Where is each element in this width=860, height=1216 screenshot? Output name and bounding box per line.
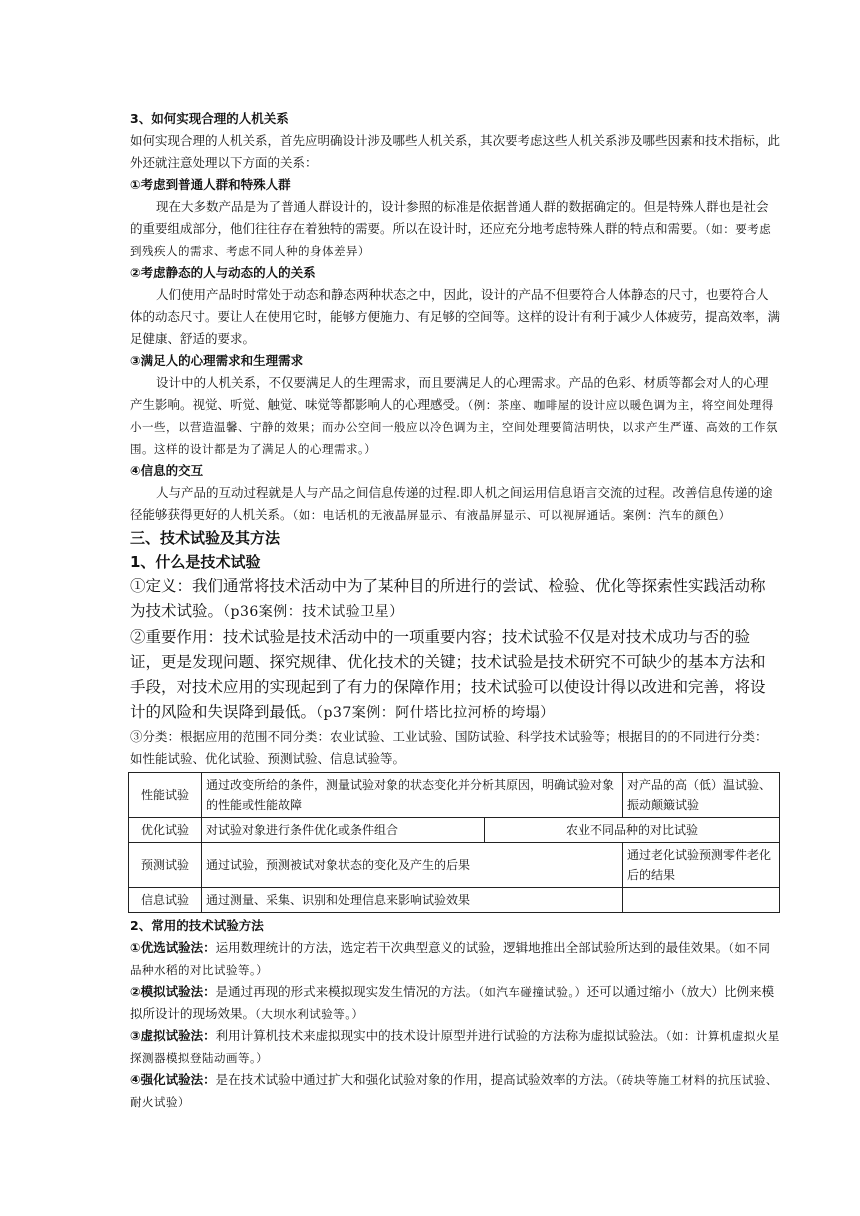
test-types-table <box>128 772 780 913</box>
table-row <box>129 843 780 888</box>
importance-note: （p37案例：阿什塔比拉河桥的垮塌） <box>316 705 555 721</box>
table-cell-example: 对产品的高（低）温试验、振动颠簸试验 <box>623 773 780 818</box>
method-note: （如：计算机虚拟火星探测器模拟登陆动画等。） <box>130 1029 780 1065</box>
item-title: ④信息的交互 <box>130 463 204 478</box>
document-page <box>130 108 780 1113</box>
item-note: （例：茶座、咖啡屋的设计应以暖色调为主，将空间处理得小一些，以营造温馨、宁静的效果；而办公空间一般应以冷色调为主，空间处理要简洁明快，以求产生严谨、高效的工作氛围。这样的设计都是为了满足人的心理需求。） <box>130 398 778 456</box>
table-cell-label: 信息试验 <box>129 888 202 913</box>
method-item: ④强化试验法：是在技术试验中通过扩大和强化试验对象的作用，提高试验效率的方法。（砖块等施工材料的抗压试验、耐火试验） <box>130 1072 778 1109</box>
item-body: 人们使用产品时时常处于动态和静态两种状态之中，因此，设计的产品不但要符合人体静态的尺寸，也要符合人体的动态尺寸。要让人在使用它时，能够方便施力、有足够的空间等。这样的设计有利于减少人体疲劳，提高效率，满足健康、舒适的要求。 <box>130 287 781 346</box>
item-title: ③满足人的心理需求和生理需求 <box>130 353 304 368</box>
item-title: ①考虑到普通人群和特殊人群 <box>130 177 291 192</box>
table-row <box>129 888 780 913</box>
classification-paragraph: ③分类：根据应用的范围不同分类：农业试验、工业试验、国防试验、科学技术试验等；根据目的的不同进行分类：如性能试验、优化试验、预测试验、信息试验等。 <box>130 729 768 766</box>
table-cell-label: 性能试验 <box>129 773 202 818</box>
importance-paragraph: ②重要作用：技术试验是技术活动中的一项重要内容；技术试验不仅是对技术成功与否的验证，更是发现问题、探究规律、优化技术的关键；技术试验是技术研究不可缺少的基本方法和手段，对技术应用的实现起到了有力的保障作用；技术试验可以使设计得以改进和完善，将设计的风险和失误降到最低。（p37案例：阿什塔比拉河桥的垮塌） <box>130 628 766 721</box>
method-note: （砖块等施工材料的抗压试验、耐火试验） <box>130 1073 778 1109</box>
table-row <box>129 773 780 818</box>
table-cell-desc: 通过测量、采集、识别和处理信息来影响试验效果 <box>202 888 623 913</box>
item-body: 人与产品的互动过程就是人与产品之间信息传递的过程.即人机之间运用信息语言交流的过程。改善信息传递的途径能够获得更好的人机关系。（如：电话机的无液晶屏显示、有液晶屏显示、可以视屏通话。案例：汽车的颜色） <box>130 485 773 522</box>
table-cell-label: 预测试验 <box>129 843 202 888</box>
definition-paragraph: ①定义：我们通常将技术活动中为了某种目的所进行的尝试、检验、优化等探索性实践活动称为技术试验。（p36案例：技术试验卫星） <box>130 577 766 620</box>
table-row <box>129 818 780 843</box>
item-body: 现在大多数产品是为了普通人群设计的，设计参照的标准是依据普通人群的数据确定的。但是特殊人群也是社会的重要组成部分，他们往往存在着独特的需要。所以在设计时，还应充分地考虑特殊人群的特点和需要。（如：要考虑到残疾人的需求、考虑不同人种的身体差异） <box>130 199 772 258</box>
subsection-heading: 1、什么是技术试验 <box>130 553 261 571</box>
item-note: （如：要考虑到残疾人的需求、考虑不同人种的身体差异） <box>130 222 772 258</box>
table-cell-example <box>623 888 780 913</box>
table-cell-example: 通过老化试验预测零件老化后的结果 <box>623 843 780 888</box>
method-item: ③虚拟试验法：利用计算机技术来虚拟现实中的技术设计原型并进行试验的方法称为虚拟试验法。（如：计算机虚拟火星探测器模拟登陆动画等。） <box>130 1028 780 1065</box>
subsection-heading: 2、常用的技术试验方法 <box>130 918 264 933</box>
section-intro: 如何实现合理的人机关系，首先应明确设计涉及哪些人机关系，其次要考虑这些人机关系涉及哪些因素和技术指标，此外还就注意处理以下方面的关系： <box>130 133 781 170</box>
method-note: （如不同品种水稻的对比试验等。） <box>130 941 771 977</box>
method-note: （大坝水利试验等。） <box>255 1007 364 1021</box>
table-cell-desc: 通过试验，预测被试对象状态的变化及产生的后果 <box>202 843 623 888</box>
table-cell-desc: 通过改变所给的条件，测量试验对象的状态变化并分析其原因，明确试验对象的性能或性能故障 <box>202 773 623 818</box>
definition-note: （p36案例：技术试验卫星） <box>223 604 404 620</box>
method-item: ②模拟试验法：是通过再现的形式来模拟现实发生情况的方法。（如汽车碰撞试验。）还可以通过缩小（放大）比例来模拟所设计的现场效果。（大坝水利试验等。） <box>130 984 775 1021</box>
table-cell-label: 优化试验 <box>129 818 202 843</box>
item-title: ②考虑静态的人与动态的人的关系 <box>130 265 316 280</box>
table-cell-desc: 对试验对象进行条件优化或条件组合 <box>202 818 485 843</box>
item-note: （如：电话机的无液晶屏显示、有液晶屏显示、可以视屏通话。案例：汽车的颜色） <box>292 508 731 522</box>
table-cell-example: 农业不同品种的对比试验 <box>485 818 780 843</box>
method-item: ①优选试验法：运用数理统计的方法，选定若干次典型意义的试验，逻辑地推出全部试验所达到的最佳效果。（如不同品种水稻的对比试验等。） <box>130 940 771 977</box>
item-body: 设计中的人机关系，不仅要满足人的生理需求，而且要满足人的心理需求。产品的色彩、材质等都会对人的心理产生影响。视觉、听觉、触觉、味觉等都影响人的心理感受。（例：茶座、咖啡屋的设计应以暖色调为主，将空间处理得小一些，以营造温馨、宁静的效果；而办公空间一般应以冷色调为主，空间处理要简洁明快，以求产生严谨、高效的工作氛围。这样的设计都是为了满足人的心理需求。） <box>130 375 778 456</box>
part-heading: 三、技术试验及其方法 <box>130 529 281 547</box>
method-note: （如汽车碰撞试验。） <box>478 985 587 999</box>
section-heading: 3、如何实现合理的人机关系 <box>130 111 289 126</box>
